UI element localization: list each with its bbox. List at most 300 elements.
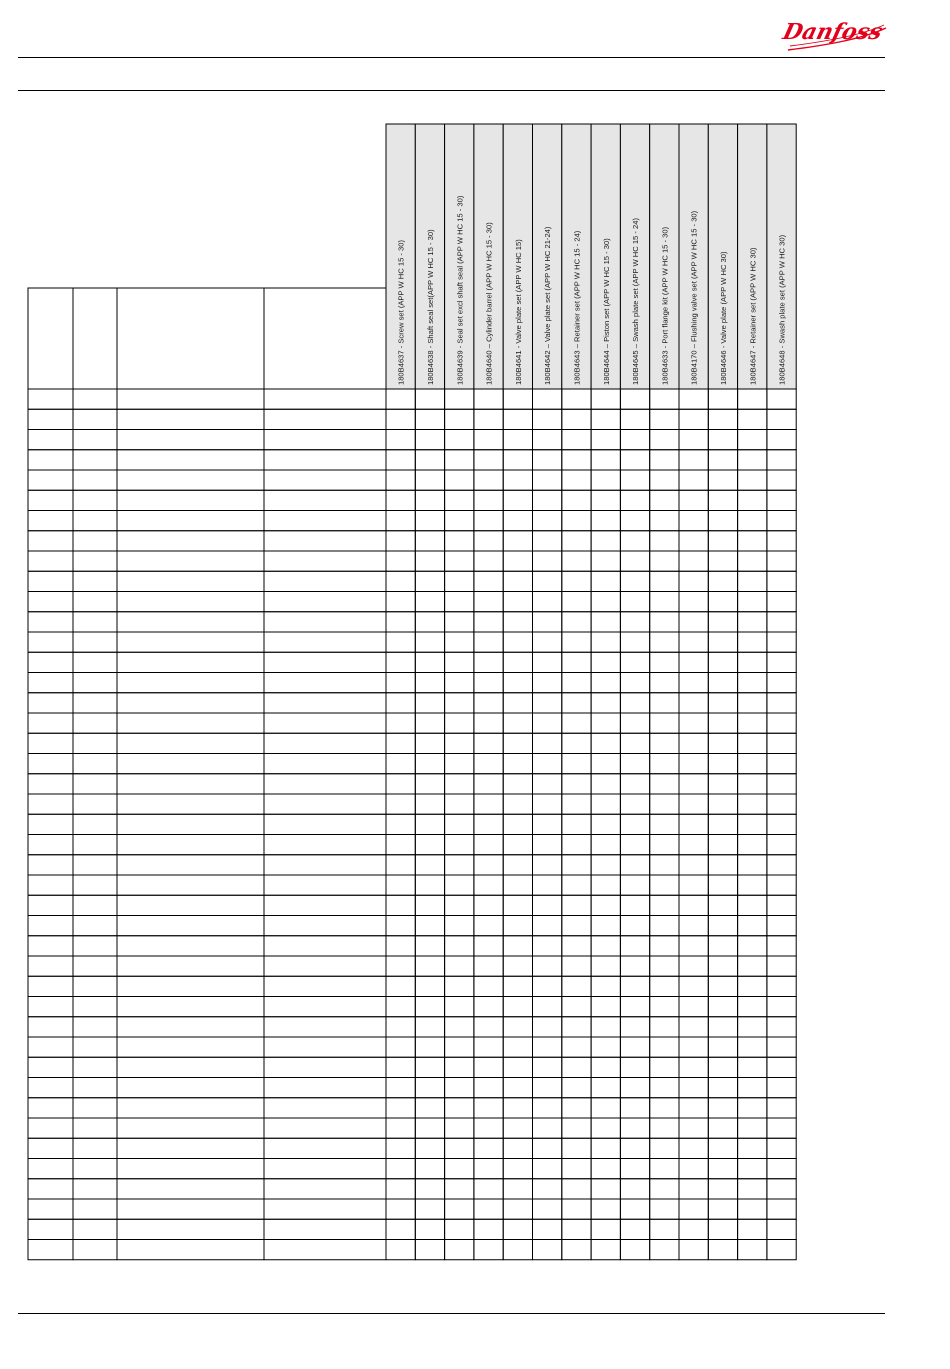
- kit-cell: [533, 1219, 562, 1239]
- kit-cell: [503, 1199, 532, 1219]
- kit-cell: [474, 1078, 503, 1098]
- kit-cell: [386, 511, 415, 531]
- kit-cell: [708, 430, 737, 450]
- kit-cell: [415, 1017, 444, 1037]
- table-cell: [264, 470, 386, 490]
- table-cell: [264, 531, 386, 551]
- table-cell: [117, 531, 264, 551]
- table-cell: [73, 1159, 117, 1179]
- kit-cell: [386, 956, 415, 976]
- kit-cell: [650, 470, 679, 490]
- kit-cell: [562, 875, 591, 895]
- kit-cell: [533, 430, 562, 450]
- kit-cell: [650, 632, 679, 652]
- kit-column-label: 180B4642 – Valve plate set (APP W HC 21-24): [543, 226, 553, 385]
- table-cell: [264, 389, 386, 409]
- kit-cell: [679, 1078, 708, 1098]
- kit-cell: [386, 551, 415, 571]
- kit-cell: [533, 1118, 562, 1138]
- kit-cell: [679, 713, 708, 733]
- kit-cell: [386, 592, 415, 612]
- table-cell: [264, 1118, 386, 1138]
- kit-cell: [386, 632, 415, 652]
- kit-cell: [386, 997, 415, 1017]
- table-cell: [73, 571, 117, 591]
- kit-cell: [503, 835, 532, 855]
- kit-cell: [650, 551, 679, 571]
- table-cell: [264, 673, 386, 693]
- kit-cell: [533, 409, 562, 429]
- kit-cell: [386, 855, 415, 875]
- kit-cell: [767, 430, 796, 450]
- kit-cell: [679, 754, 708, 774]
- kit-cell: [738, 511, 767, 531]
- kit-cell: [503, 1098, 532, 1118]
- kit-cell: [562, 1057, 591, 1077]
- kit-cell: [562, 1017, 591, 1037]
- kit-cell: [415, 976, 444, 996]
- table-cell: [264, 895, 386, 915]
- kit-cell: [415, 652, 444, 672]
- table-cell: [264, 754, 386, 774]
- table-cell: [264, 835, 386, 855]
- kit-cell: [679, 895, 708, 915]
- kit-cell: [738, 713, 767, 733]
- kit-cell: [767, 1159, 796, 1179]
- kit-cell: [620, 470, 649, 490]
- table-cell: [117, 1057, 264, 1077]
- kit-cell: [562, 936, 591, 956]
- kit-cell: [738, 1098, 767, 1118]
- kit-cell: [708, 1037, 737, 1057]
- kit-cell: [415, 409, 444, 429]
- table-cell: [117, 1240, 264, 1260]
- table-cell: [117, 470, 264, 490]
- table-cell: [264, 976, 386, 996]
- kit-cell: [503, 1057, 532, 1077]
- table-cell: [73, 936, 117, 956]
- kit-cell: [445, 1219, 474, 1239]
- kit-cell: [562, 490, 591, 510]
- kit-cell: [679, 1017, 708, 1037]
- kit-cell: [679, 551, 708, 571]
- table-cell: [264, 450, 386, 470]
- kit-cell: [767, 1118, 796, 1138]
- kit-cell: [708, 673, 737, 693]
- kit-cell: [386, 774, 415, 794]
- table-cell: [28, 652, 73, 672]
- kit-cell: [679, 956, 708, 976]
- kit-cell: [503, 794, 532, 814]
- kit-cell: [415, 673, 444, 693]
- kit-cell: [679, 875, 708, 895]
- kit-cell: [562, 895, 591, 915]
- table-cell: [73, 1118, 117, 1138]
- kit-cell: [474, 713, 503, 733]
- kit-cell: [620, 531, 649, 551]
- kit-cell: [415, 612, 444, 632]
- table-cell: [264, 794, 386, 814]
- kit-cell: [445, 389, 474, 409]
- kit-cell: [503, 389, 532, 409]
- kit-cell: [738, 1138, 767, 1158]
- kit-cell: [533, 470, 562, 490]
- kit-cell: [533, 733, 562, 753]
- kit-cell: [445, 713, 474, 733]
- kit-cell: [503, 1118, 532, 1138]
- table-cell: [264, 936, 386, 956]
- kit-cell: [650, 936, 679, 956]
- kit-cell: [620, 652, 649, 672]
- kit-cell: [445, 450, 474, 470]
- kit-cell: [738, 875, 767, 895]
- kit-cell: [474, 1159, 503, 1179]
- kit-cell: [445, 916, 474, 936]
- kit-cell: [445, 592, 474, 612]
- kit-cell: [591, 389, 620, 409]
- kit-cell: [708, 389, 737, 409]
- kit-cell: [533, 976, 562, 996]
- kit-cell: [767, 997, 796, 1017]
- table-cell: [73, 875, 117, 895]
- table-cell: [73, 956, 117, 976]
- table-cell: [117, 855, 264, 875]
- kit-cell: [620, 774, 649, 794]
- kit-cell: [533, 1078, 562, 1098]
- kit-cell: [445, 875, 474, 895]
- table-cell: [28, 1219, 73, 1239]
- table-cell: [73, 855, 117, 875]
- kit-column-label: 180B4648 - Swash plate set (APP W HC 30): [777, 234, 787, 385]
- kit-cell: [708, 632, 737, 652]
- kit-cell: [708, 1057, 737, 1077]
- kit-cell: [620, 956, 649, 976]
- kit-cell: [474, 409, 503, 429]
- kit-cell: [708, 551, 737, 571]
- table-cell: [73, 450, 117, 470]
- kit-cell: [386, 1159, 415, 1179]
- kit-cell: [474, 693, 503, 713]
- kit-cell: [562, 571, 591, 591]
- kit-cell: [767, 1017, 796, 1037]
- kit-cell: [591, 916, 620, 936]
- kit-cell: [738, 835, 767, 855]
- kit-cell: [533, 652, 562, 672]
- kit-column-label: 180B4638 - Shaft seal set(APP W HC 15 - 30): [425, 229, 435, 385]
- kit-cell: [533, 855, 562, 875]
- kit-cell: [533, 592, 562, 612]
- kit-cell: [562, 1078, 591, 1098]
- table-cell: [117, 754, 264, 774]
- table-cell: [117, 430, 264, 450]
- table-cell: [28, 1159, 73, 1179]
- kit-cell: [562, 997, 591, 1017]
- kit-cell: [445, 1118, 474, 1138]
- kit-cell: [738, 531, 767, 551]
- kit-cell: [591, 713, 620, 733]
- table-cell: [117, 1098, 264, 1118]
- kit-cell: [386, 713, 415, 733]
- kit-cell: [591, 1219, 620, 1239]
- kit-cell: [738, 997, 767, 1017]
- table-cell: [117, 794, 264, 814]
- table-cell: [117, 1078, 264, 1098]
- kit-cell: [767, 531, 796, 551]
- kit-cell: [738, 1199, 767, 1219]
- kit-cell: [708, 592, 737, 612]
- kit-column-label: 180B4647 - Retainer set (APP W HC 30): [748, 247, 758, 385]
- kit-cell: [503, 612, 532, 632]
- kit-cell: [445, 551, 474, 571]
- kit-cell: [445, 733, 474, 753]
- kit-cell: [620, 997, 649, 1017]
- table-cell: [28, 1078, 73, 1098]
- kit-cell: [533, 1179, 562, 1199]
- kit-cell: [474, 1098, 503, 1118]
- kit-cell: [767, 571, 796, 591]
- kit-cell: [474, 612, 503, 632]
- kit-cell: [415, 895, 444, 915]
- kit-cell: [562, 754, 591, 774]
- kit-cell: [386, 916, 415, 936]
- kit-cell: [591, 754, 620, 774]
- kit-cell: [738, 1037, 767, 1057]
- kit-cell: [503, 916, 532, 936]
- kit-cell: [415, 1057, 444, 1077]
- kit-cell: [533, 794, 562, 814]
- table-cell: [28, 916, 73, 936]
- kit-cell: [415, 754, 444, 774]
- kit-cell: [650, 1219, 679, 1239]
- table-cell: [28, 673, 73, 693]
- kit-cell: [503, 855, 532, 875]
- kit-cell: [708, 612, 737, 632]
- kit-cell: [562, 450, 591, 470]
- table-cell: [117, 490, 264, 510]
- table-cell: [73, 754, 117, 774]
- kit-cell: [503, 1037, 532, 1057]
- table-cell: [28, 814, 73, 834]
- kit-cell: [738, 693, 767, 713]
- kit-column-label: 180B4170 – Flushing valve set (APP W HC 15 - 30): [689, 210, 699, 385]
- kit-cell: [620, 733, 649, 753]
- table-cell: [117, 592, 264, 612]
- kit-cell: [767, 1078, 796, 1098]
- kit-cell: [445, 1240, 474, 1260]
- table-cell: [28, 511, 73, 531]
- kit-cell: [620, 1098, 649, 1118]
- kit-cell: [767, 794, 796, 814]
- kit-cell: [591, 632, 620, 652]
- kit-cell: [445, 531, 474, 551]
- kit-cell: [767, 673, 796, 693]
- kit-cell: [679, 1138, 708, 1158]
- kit-cell: [533, 389, 562, 409]
- kit-cell: [533, 895, 562, 915]
- table-cell: [73, 551, 117, 571]
- kit-cell: [445, 1159, 474, 1179]
- kit-cell: [738, 774, 767, 794]
- kit-cell: [679, 693, 708, 713]
- kit-cell: [620, 1078, 649, 1098]
- kit-cell: [415, 835, 444, 855]
- kit-cell: [474, 814, 503, 834]
- kit-cell: [474, 774, 503, 794]
- kit-cell: [767, 814, 796, 834]
- table-cell: [117, 1199, 264, 1219]
- table-cell: [28, 774, 73, 794]
- table-cell: [264, 733, 386, 753]
- kit-cell: [415, 936, 444, 956]
- table-cell: [264, 916, 386, 936]
- kit-cell: [474, 389, 503, 409]
- kit-cell: [620, 1240, 649, 1260]
- kit-cell: [503, 814, 532, 834]
- kit-column-label: 180B4633 - Port flange kit (APP W HC 15 - 30): [660, 226, 670, 385]
- kit-cell: [679, 1037, 708, 1057]
- kit-cell: [474, 1037, 503, 1057]
- kit-cell: [767, 389, 796, 409]
- table-cell: [264, 1219, 386, 1239]
- kit-cell: [415, 875, 444, 895]
- table-cell: [28, 531, 73, 551]
- kit-cell: [679, 1118, 708, 1138]
- kit-cell: [708, 1078, 737, 1098]
- table-cell: [117, 814, 264, 834]
- table-cell: [264, 652, 386, 672]
- table-cell: [264, 490, 386, 510]
- kit-cell: [738, 1118, 767, 1138]
- kit-cell: [650, 531, 679, 551]
- table-cell: [264, 511, 386, 531]
- kit-cell: [620, 592, 649, 612]
- kit-cell: [679, 571, 708, 591]
- kit-cell: [620, 754, 649, 774]
- kit-cell: [679, 1199, 708, 1219]
- table-cell: [28, 956, 73, 976]
- kit-cell: [415, 571, 444, 591]
- kit-cell: [708, 895, 737, 915]
- kit-cell: [533, 1037, 562, 1057]
- kit-cell: [415, 693, 444, 713]
- kit-cell: [620, 612, 649, 632]
- kit-cell: [386, 450, 415, 470]
- table-cell: [117, 976, 264, 996]
- table-cell: [117, 956, 264, 976]
- table-cell: [117, 1159, 264, 1179]
- kit-cell: [562, 855, 591, 875]
- kit-cell: [620, 673, 649, 693]
- kit-cell: [445, 571, 474, 591]
- kit-cell: [738, 490, 767, 510]
- kit-cell: [650, 855, 679, 875]
- kit-cell: [445, 1179, 474, 1199]
- table-cell: [117, 936, 264, 956]
- kit-cell: [386, 693, 415, 713]
- kit-cell: [503, 1159, 532, 1179]
- table-cell: [264, 997, 386, 1017]
- kit-cell: [591, 409, 620, 429]
- kit-cell: [415, 1118, 444, 1138]
- table-cell: [28, 976, 73, 996]
- kit-cell: [562, 389, 591, 409]
- kit-cell: [679, 409, 708, 429]
- kit-cell: [591, 652, 620, 672]
- kit-cell: [386, 1219, 415, 1239]
- kit-cell: [738, 814, 767, 834]
- kit-cell: [503, 1017, 532, 1037]
- kit-cell: [650, 430, 679, 450]
- kit-cell: [415, 733, 444, 753]
- kit-cell: [708, 1017, 737, 1037]
- kit-cell: [650, 835, 679, 855]
- kit-cell: [386, 794, 415, 814]
- kit-cell: [445, 1199, 474, 1219]
- kit-cell: [386, 490, 415, 510]
- kit-cell: [708, 733, 737, 753]
- kit-cell: [445, 673, 474, 693]
- kit-cell: [591, 895, 620, 915]
- kit-cell: [620, 1118, 649, 1138]
- kit-cell: [708, 511, 737, 531]
- kit-cell: [386, 875, 415, 895]
- table-cell: [117, 551, 264, 571]
- kit-cell: [503, 1179, 532, 1199]
- kit-cell: [620, 835, 649, 855]
- kit-cell: [738, 916, 767, 936]
- kit-cell: [708, 976, 737, 996]
- kit-cell: [415, 1199, 444, 1219]
- kit-cell: [445, 1078, 474, 1098]
- kit-cell: [679, 430, 708, 450]
- kit-cell: [650, 754, 679, 774]
- kit-cell: [767, 632, 796, 652]
- table-cell: [73, 592, 117, 612]
- kit-cell: [386, 1138, 415, 1158]
- table-cell: [28, 551, 73, 571]
- kit-cell: [591, 936, 620, 956]
- kit-cell: [767, 774, 796, 794]
- kit-cell: [445, 794, 474, 814]
- kit-cell: [503, 713, 532, 733]
- kit-cell: [591, 531, 620, 551]
- table-cell: [28, 997, 73, 1017]
- kit-cell: [650, 1179, 679, 1199]
- kit-cell: [738, 895, 767, 915]
- table-cell: [28, 895, 73, 915]
- kit-cell: [767, 1179, 796, 1199]
- kit-cell: [620, 875, 649, 895]
- kit-cell: [679, 855, 708, 875]
- kit-cell: [533, 754, 562, 774]
- kit-cell: [562, 956, 591, 976]
- kit-cell: [708, 1138, 737, 1158]
- table-cell: [117, 652, 264, 672]
- kit-cell: [562, 1179, 591, 1199]
- kit-cell: [533, 693, 562, 713]
- kit-cell: [620, 936, 649, 956]
- kit-cell: [386, 1240, 415, 1260]
- kit-column-label: 180B4645 – Swash plate set (APP W HC 15 - 24): [631, 217, 641, 385]
- kit-cell: [591, 814, 620, 834]
- table-cell: [264, 592, 386, 612]
- kit-cell: [386, 389, 415, 409]
- kit-cell: [386, 470, 415, 490]
- table-cell: [28, 835, 73, 855]
- kit-cell: [562, 1138, 591, 1158]
- kit-cell: [386, 1017, 415, 1037]
- kit-cell: [650, 612, 679, 632]
